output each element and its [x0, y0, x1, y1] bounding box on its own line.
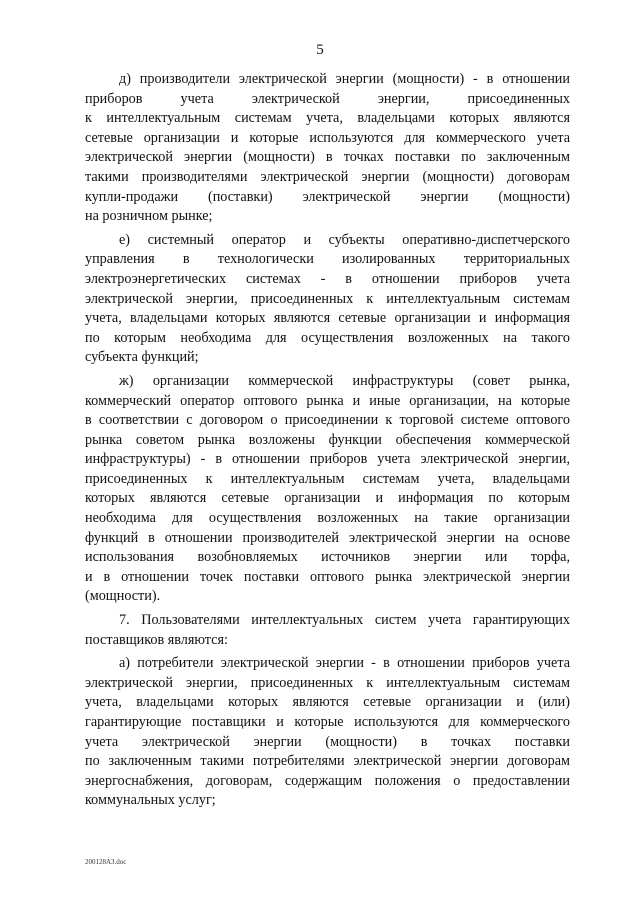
page-number: 5 — [316, 42, 324, 58]
file-name-footer: 200128A3.doc — [85, 858, 127, 866]
text-line: ж) организации коммерческой инфраструктуры (совет рынка, — [119, 372, 570, 389]
paragraph-7 — [85, 611, 570, 650]
text-line: электрической энергии, присоединенных к интеллектуальным системам — [85, 290, 570, 307]
text-line: в соответствии с договором о присоединении к торговой системе оптового — [85, 412, 570, 429]
text-line: учета электрической энергии (мощности) в точках поставки — [85, 733, 570, 750]
text-line: энергоснабжения, договорам, содержащим положения о предоставлении — [85, 772, 570, 789]
text-line: 7. Пользователями интеллектуальных систем учета гарантирующих — [119, 612, 570, 629]
text-line: функций в отношении производителей электрической энергии на основе — [85, 529, 570, 546]
text-line: (мощности). — [85, 588, 161, 605]
text-line: к интеллектуальным системам учета, владельцами которых являются — [85, 110, 570, 127]
text-line: которых являются сетевые организации и информация по которым — [85, 490, 570, 507]
text-line: по заключенным такими потребителями электрической энергии договорам — [85, 753, 570, 770]
text-line: управления в технологически изолированных территориальных — [85, 251, 570, 268]
text-line: субъекта функций; — [85, 349, 199, 366]
text-line: е) системный оператор и субъекты оперативно-диспетчерского — [119, 231, 570, 248]
text-line: поставщиков являются: — [85, 631, 228, 648]
text-line: присоединенных к интеллектуальным системам учета, владельцами — [85, 470, 570, 487]
text-line: использования возобновляемых источников энергии или торфа, — [85, 549, 570, 566]
text-line: на розничном рынке; — [85, 208, 213, 225]
text-line: по которым необходима для осуществления возложенных на такого — [85, 329, 570, 346]
document-body — [85, 70, 570, 811]
text-line: учета, владельцами которых являются сетевые организации и информация — [85, 310, 570, 327]
text-line: инфраструктуры) - в отношении приборов учета электрической энергии, — [85, 451, 570, 468]
text-line: необходима для осуществления возложенных на такие организации — [85, 510, 570, 527]
text-line: учета, владельцами которых являются сетевые организации и (или) — [85, 694, 570, 711]
text-line: а) потребители электрической энергии - в отношении приборов учета — [119, 655, 570, 672]
text-line: такими производителями электрической энергии (мощности) договорам — [85, 168, 570, 185]
text-line: электрической энергии, присоединенных к интеллектуальным системам — [85, 674, 570, 691]
text-line: коммерческий оператор оптового рынка и иные организации, на которые — [85, 392, 570, 409]
text-line: сетевые организации и которые используются для коммерческого учета — [85, 129, 570, 146]
text-line: электрической энергии (мощности) в точках поставки по заключенным — [85, 149, 570, 166]
paragraph-a — [85, 654, 570, 811]
text-line: купли-продажи (поставки) электрической энергии (мощности) — [85, 188, 570, 205]
text-line: приборов учета электрической энергии, присоединенных — [85, 90, 570, 107]
text-line: рынка советом рынка возложены функции обеспечения коммерческой — [85, 431, 570, 448]
paragraph-zh — [85, 372, 570, 607]
text-line: и в отношении точек поставки оптового рынка электрической энергии — [85, 568, 570, 585]
text-line: коммунальных услуг; — [85, 792, 216, 809]
paragraph-e — [85, 231, 570, 368]
text-line: д) производители электрической энергии (мощности) - в отношении — [119, 71, 570, 87]
paragraph-d — [85, 70, 570, 227]
text-line: гарантирующие поставщики и которые используются для коммерческого — [85, 714, 570, 730]
text-line: электроэнергетических системах - в отношении приборов учета — [85, 270, 570, 287]
